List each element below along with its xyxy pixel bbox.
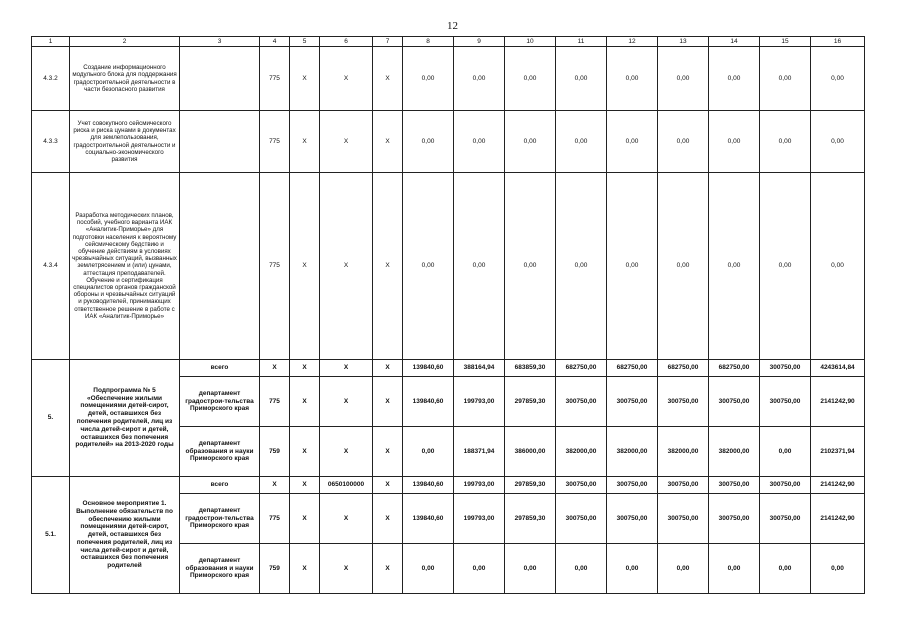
column-header: 3 <box>180 37 260 47</box>
column-header: 12 <box>607 37 658 47</box>
column-header: 7 <box>373 37 403 47</box>
cell-value: 2102371,94 <box>811 427 865 477</box>
cell-value: 2141242,90 <box>811 377 865 427</box>
cell-grbs: X <box>260 477 290 494</box>
cell-value: 382000,00 <box>709 427 760 477</box>
cell-value: 0,00 <box>454 47 505 111</box>
cell-value: 2141242,90 <box>811 494 865 544</box>
row-executor: департамент образования и науки Приморского края <box>180 427 260 477</box>
column-header: 11 <box>556 37 607 47</box>
cell-grbs: 775 <box>260 111 290 173</box>
cell-grbs: 775 <box>260 377 290 427</box>
cell-value: 139840,60 <box>403 360 454 377</box>
cell-value: 388164,94 <box>454 360 505 377</box>
cell-value: 0,00 <box>709 173 760 360</box>
row-number: 5.1. <box>32 477 70 594</box>
column-header: 13 <box>658 37 709 47</box>
cell-vr: X <box>373 360 403 377</box>
cell-value: 0,00 <box>403 47 454 111</box>
header-row <box>32 37 865 47</box>
table-row <box>32 360 865 377</box>
cell-value: 300750,00 <box>556 377 607 427</box>
cell-value: 0,00 <box>403 173 454 360</box>
cell-value: 300750,00 <box>658 477 709 494</box>
row-description: Подпрограмма № 5 «Обеспечение жилыми помещениями детей-сирот, детей, оставшихся без попечения родителей, лиц из числа детей-сирот и детей, оставшихся без попечения родителей» на 2013-2020 годы <box>70 360 180 477</box>
cell-value: 297859,30 <box>505 477 556 494</box>
cell-csr: X <box>320 377 373 427</box>
cell-value: 0,00 <box>505 47 556 111</box>
column-header: 10 <box>505 37 556 47</box>
page-number: 12 <box>447 20 458 32</box>
row-executor: департамент образования и науки Приморского края <box>180 544 260 594</box>
cell-value: 300750,00 <box>556 494 607 544</box>
cell-value: 682750,00 <box>556 360 607 377</box>
cell-value: 0,00 <box>658 544 709 594</box>
cell-rz: X <box>290 494 320 544</box>
cell-value: 0,00 <box>403 111 454 173</box>
cell-csr: X <box>320 494 373 544</box>
table-row <box>32 47 865 111</box>
cell-value: 0,00 <box>505 544 556 594</box>
cell-value: 0,00 <box>505 111 556 173</box>
row-description: Разработка методических планов, пособий, учебного варианта ИАК «Аналитик-Приморье» для подготовки населения к вероятному сейсмическому бедствию и обучение действиям в условиях чрезвычайных ситуаций, вызванных землетрясением и (или) цунами, аттестация преподавателей. Обучение и сертификация специалистов органов гражданской обороны и чрезвычайных ситуаций и руководителей, принимающих ответственное решение в работе с ИАК «Аналитик-Приморье» <box>70 173 180 360</box>
cell-rz: X <box>290 427 320 477</box>
cell-value: 0,00 <box>505 173 556 360</box>
cell-value: 0,00 <box>709 111 760 173</box>
cell-value: 4243614,84 <box>811 360 865 377</box>
row-executor <box>180 111 260 173</box>
cell-rz: X <box>290 173 320 360</box>
column-header: 4 <box>260 37 290 47</box>
cell-value: 199793,00 <box>454 377 505 427</box>
cell-csr: X <box>320 173 373 360</box>
cell-csr: X <box>320 111 373 173</box>
cell-value: 300750,00 <box>607 477 658 494</box>
cell-value: 297859,30 <box>505 377 556 427</box>
cell-grbs: 775 <box>260 173 290 360</box>
cell-value: 0,00 <box>760 173 811 360</box>
cell-value: 300750,00 <box>709 377 760 427</box>
cell-vr: X <box>373 427 403 477</box>
cell-grbs: X <box>260 360 290 377</box>
cell-csr: X <box>320 427 373 477</box>
cell-vr: X <box>373 494 403 544</box>
cell-value: 0,00 <box>811 544 865 594</box>
row-description: Создание информационного модульного блока для поддержания градостроительной деятельности в части безопасного развития <box>70 47 180 111</box>
row-executor: департамент градострои-тельства Приморского края <box>180 377 260 427</box>
cell-vr: X <box>373 377 403 427</box>
column-header: 8 <box>403 37 454 47</box>
cell-rz: X <box>290 544 320 594</box>
cell-value: 386000,00 <box>505 427 556 477</box>
cell-rz: X <box>290 111 320 173</box>
row-executor: всего <box>180 360 260 377</box>
cell-grbs: 775 <box>260 494 290 544</box>
cell-vr: X <box>373 477 403 494</box>
column-header: 6 <box>320 37 373 47</box>
cell-csr: X <box>320 360 373 377</box>
cell-value: 0,00 <box>760 544 811 594</box>
cell-vr: X <box>373 544 403 594</box>
cell-value: 682750,00 <box>658 360 709 377</box>
cell-value: 139840,60 <box>403 377 454 427</box>
table-row <box>32 111 865 173</box>
cell-vr: X <box>373 111 403 173</box>
column-header: 9 <box>454 37 505 47</box>
cell-value: 0,00 <box>709 47 760 111</box>
row-number: 4.3.2 <box>32 47 70 111</box>
cell-value: 199793,00 <box>454 477 505 494</box>
row-number: 5. <box>32 360 70 477</box>
cell-value: 300750,00 <box>607 377 658 427</box>
cell-value: 300750,00 <box>760 494 811 544</box>
cell-value: 300750,00 <box>658 377 709 427</box>
cell-value: 188371,94 <box>454 427 505 477</box>
cell-value: 0,00 <box>556 47 607 111</box>
cell-value: 382000,00 <box>607 427 658 477</box>
row-number: 4.3.3 <box>32 111 70 173</box>
cell-value: 382000,00 <box>658 427 709 477</box>
cell-value: 0,00 <box>556 111 607 173</box>
cell-value: 300750,00 <box>658 494 709 544</box>
cell-value: 682750,00 <box>607 360 658 377</box>
cell-value: 139840,60 <box>403 494 454 544</box>
cell-grbs: 759 <box>260 427 290 477</box>
program-table <box>31 36 865 594</box>
cell-grbs: 759 <box>260 544 290 594</box>
cell-value: 0,00 <box>556 173 607 360</box>
cell-grbs: 775 <box>260 47 290 111</box>
column-header: 16 <box>811 37 865 47</box>
cell-vr: X <box>373 173 403 360</box>
row-number: 4.3.4 <box>32 173 70 360</box>
cell-value: 0,00 <box>454 111 505 173</box>
cell-vr: X <box>373 47 403 111</box>
row-executor: всего <box>180 477 260 494</box>
table-row <box>32 477 865 494</box>
cell-value: 0,00 <box>811 111 865 173</box>
cell-csr: 0650100000 <box>320 477 373 494</box>
cell-value: 0,00 <box>403 544 454 594</box>
column-header: 2 <box>70 37 180 47</box>
cell-value: 0,00 <box>811 173 865 360</box>
cell-value: 0,00 <box>709 544 760 594</box>
cell-value: 0,00 <box>454 173 505 360</box>
cell-value: 0,00 <box>607 544 658 594</box>
row-executor <box>180 173 260 360</box>
cell-value: 300750,00 <box>709 477 760 494</box>
column-header: 15 <box>760 37 811 47</box>
cell-rz: X <box>290 360 320 377</box>
cell-value: 0,00 <box>760 47 811 111</box>
cell-value: 0,00 <box>658 111 709 173</box>
row-executor <box>180 47 260 111</box>
cell-csr: X <box>320 544 373 594</box>
row-description: Основное мероприятие 1. Выполнение обязательств по обеспечению жилыми помещениями детей-сирот, детей, оставшихся без попечения родителей, лиц из числа детей-сирот и детей, оставшихся без попечения родителей <box>70 477 180 594</box>
cell-value: 382000,00 <box>556 427 607 477</box>
column-header: 1 <box>32 37 70 47</box>
cell-value: 0,00 <box>556 544 607 594</box>
cell-value: 300750,00 <box>760 477 811 494</box>
cell-rz: X <box>290 47 320 111</box>
cell-value: 0,00 <box>403 427 454 477</box>
cell-value: 300750,00 <box>556 477 607 494</box>
cell-value: 300750,00 <box>709 494 760 544</box>
cell-value: 0,00 <box>607 47 658 111</box>
cell-value: 300750,00 <box>760 360 811 377</box>
table-row <box>32 173 865 360</box>
column-header: 5 <box>290 37 320 47</box>
cell-value: 300750,00 <box>607 494 658 544</box>
cell-value: 0,00 <box>658 173 709 360</box>
cell-value: 300750,00 <box>760 377 811 427</box>
row-executor: департамент градострои-тельства Приморского края <box>180 494 260 544</box>
cell-value: 0,00 <box>760 111 811 173</box>
cell-csr: X <box>320 47 373 111</box>
cell-value: 0,00 <box>454 544 505 594</box>
cell-value: 0,00 <box>811 47 865 111</box>
cell-rz: X <box>290 477 320 494</box>
cell-value: 139840,60 <box>403 477 454 494</box>
cell-value: 683859,30 <box>505 360 556 377</box>
column-header: 14 <box>709 37 760 47</box>
cell-value: 0,00 <box>760 427 811 477</box>
cell-value: 0,00 <box>607 111 658 173</box>
row-description: Учет совокупного сейсмического риска и риска цунами в документах для землепользования, градостроительной деятельности и социально-экономического развития <box>70 111 180 173</box>
cell-rz: X <box>290 377 320 427</box>
cell-value: 0,00 <box>658 47 709 111</box>
cell-value: 682750,00 <box>709 360 760 377</box>
cell-value: 0,00 <box>607 173 658 360</box>
cell-value: 2141242,90 <box>811 477 865 494</box>
cell-value: 297859,30 <box>505 494 556 544</box>
cell-value: 199793,00 <box>454 494 505 544</box>
